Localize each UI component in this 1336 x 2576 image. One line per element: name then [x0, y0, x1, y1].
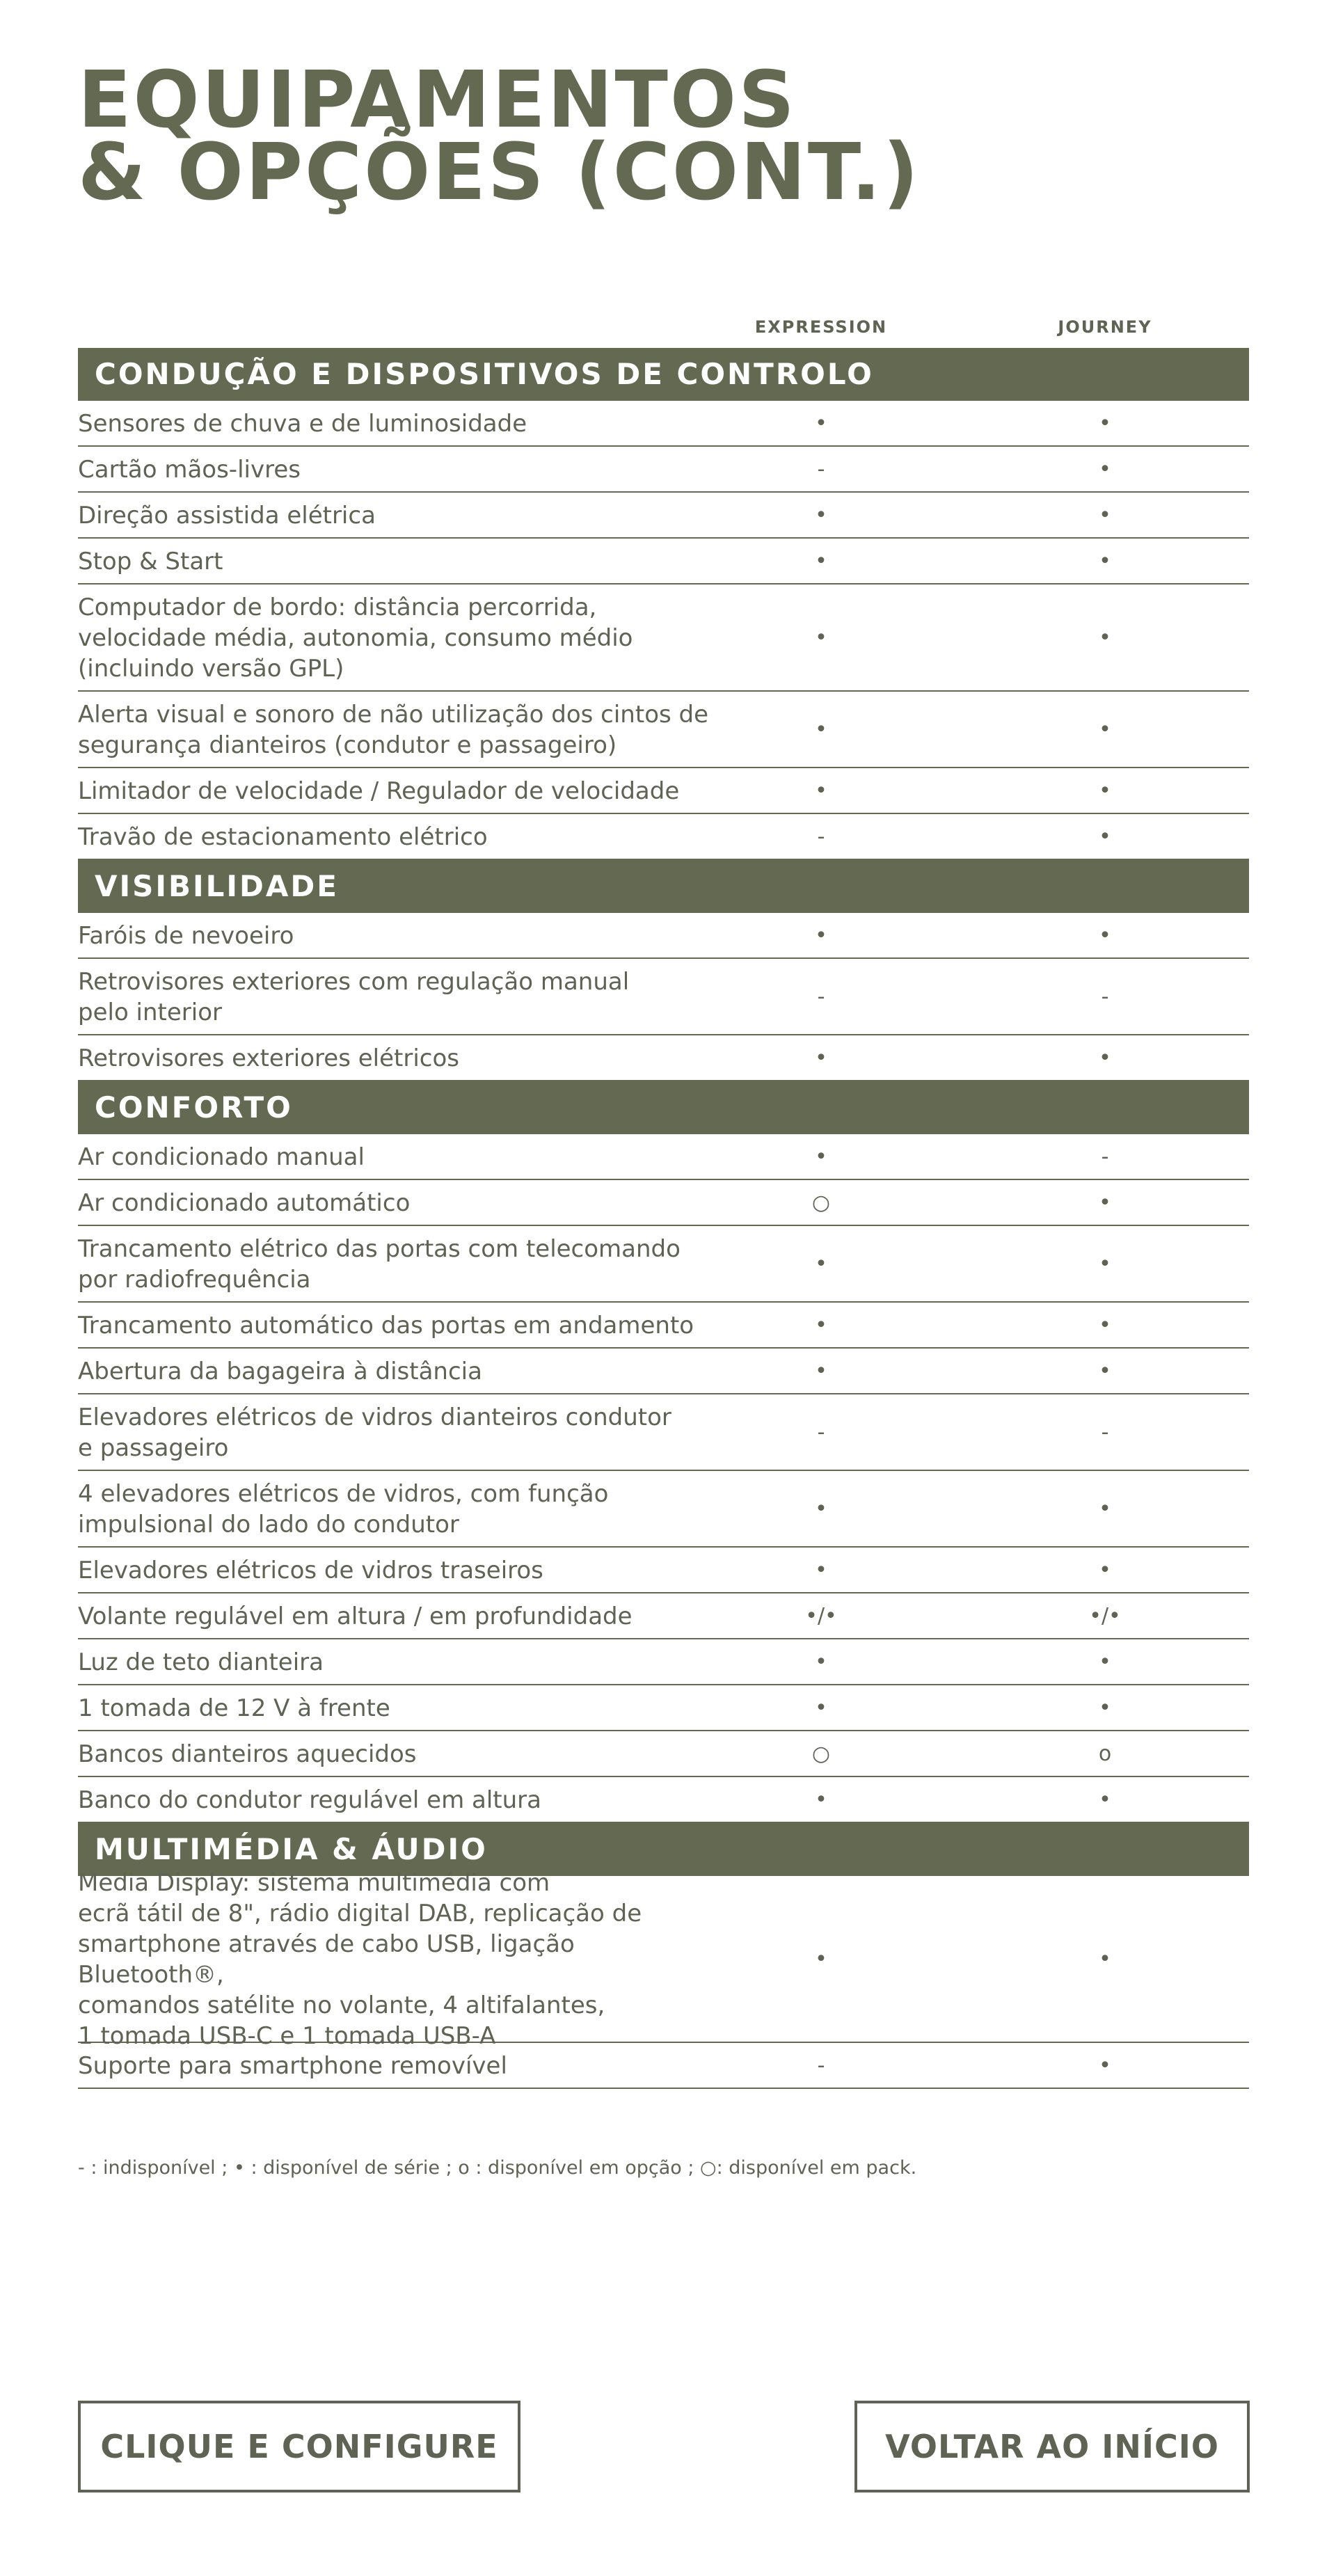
journey-value: - [1101, 984, 1109, 1009]
table-row [78, 1593, 1249, 1639]
journey-value: • [1099, 502, 1111, 527]
row-label: Trancamento elétrico das portas com telecomando por radiofrequência [78, 1235, 681, 1294]
expression-value: • [815, 1695, 827, 1720]
row-label: Computador de bordo: distância percorrida, velocidade média, autonomia, consumo médio (incluindo versão GPL) [78, 594, 633, 683]
column-header-journey: JOURNEY [1058, 317, 1152, 337]
row-label: Limitador de velocidade / Regulador de velocidade [78, 777, 680, 805]
journey-value: • [1099, 1695, 1111, 1720]
row-label: Stop & Start [78, 548, 223, 575]
expression-value: • [815, 1312, 827, 1337]
journey-value: • [1099, 1787, 1111, 1812]
table-row [78, 692, 1249, 768]
journey-value: • [1099, 1312, 1111, 1337]
journey-value: • [1099, 1649, 1111, 1674]
table-row [78, 1639, 1249, 1685]
page-title [78, 55, 921, 218]
back-to-start-button[interactable]: VOLTAR AO INÍCIO [854, 2401, 1250, 2492]
table-row [78, 1303, 1249, 1349]
expression-value: ○ [811, 1190, 831, 1215]
journey-value: o [1098, 1741, 1112, 1766]
journey-value: • [1099, 1045, 1111, 1070]
row-label: Elevadores elétricos de vidros traseiros [78, 1557, 543, 1584]
table-row [78, 1869, 1249, 2050]
journey-value: • [1099, 456, 1111, 482]
journey-value: • [1099, 778, 1111, 803]
expression-value: • [815, 1045, 827, 1070]
table-row [78, 1349, 1249, 1394]
row-label: Cartão mãos-livres [78, 456, 301, 484]
table-row [78, 401, 1249, 447]
expression-value: • [815, 548, 827, 573]
journey-value: • [1099, 1251, 1111, 1276]
table-row [78, 1548, 1249, 1593]
row-label: Bancos dianteiros aquecidos [78, 1740, 417, 1768]
expression-value: •/• [805, 1603, 837, 1628]
row-label: Banco do condutor regulável em altura [78, 1786, 541, 1814]
table-row [78, 2043, 1249, 2089]
journey-value: •/• [1089, 1603, 1121, 1628]
expression-value: • [815, 923, 827, 948]
equipment-table [78, 315, 1249, 2089]
table-row [78, 1471, 1249, 1548]
row-label: Luz de teto dianteira [78, 1648, 324, 1676]
journey-value: • [1099, 625, 1111, 650]
row-label: Ar condicionado automático [78, 1189, 411, 1217]
expression-value: - [817, 456, 825, 482]
row-label: Abertura da bagageira à distância [78, 1358, 482, 1385]
table-row [78, 913, 1249, 959]
expression-value: - [817, 824, 825, 849]
section-title-conforto: CONFORTO [78, 1081, 1249, 1134]
table-row [78, 447, 1249, 493]
expression-value: • [815, 1787, 827, 1812]
section-title-conducao: CONDUÇÃO E DISPOSITIVOS DE CONTROLO [78, 348, 1249, 401]
column-header-expression: EXPRESSION [754, 317, 888, 337]
table-row [78, 1134, 1249, 1180]
expression-value: ○ [811, 1741, 831, 1766]
legend: - : indisponível ; • : disponível de série ; o : disponível em opção ; ○: disponível em pack. [78, 2157, 917, 2179]
row-label: Volante regulável em altura / em profundidade [78, 1603, 633, 1630]
table-row [78, 814, 1249, 860]
journey-value: • [1099, 2053, 1111, 2078]
row-label: 4 elevadores elétricos de vidros, com função impulsional do lado do condutor [78, 1480, 609, 1539]
page-title-line2: & OPÇÕES (CONT.) [78, 127, 921, 218]
expression-value: • [815, 1946, 827, 1971]
expression-value: • [815, 778, 827, 803]
section-title-visibilidade: VISIBILIDADE [78, 860, 1249, 913]
page-title-line1: EQUIPAMENTOS [78, 55, 797, 145]
table-row [78, 1777, 1249, 1823]
row-label: Trancamento automático das portas em andamento [78, 1312, 694, 1339]
journey-value: • [1099, 411, 1111, 436]
table-row [78, 585, 1249, 692]
row-label: Retrovisores exteriores elétricos [78, 1044, 459, 1072]
expression-value: • [815, 1496, 827, 1521]
section-title-multimedia: MULTIMÉDIA & ÁUDIO [78, 1823, 1249, 1876]
table-row [78, 768, 1249, 814]
row-label: Suporte para smartphone removível [78, 2052, 507, 2080]
configure-button[interactable]: CLIQUE E CONFIGURE [78, 2401, 520, 2492]
expression-value: • [815, 1649, 827, 1674]
journey-value: • [1099, 923, 1111, 948]
table-row [78, 959, 1249, 1035]
expression-value: • [815, 1144, 827, 1169]
expression-value: • [815, 625, 827, 650]
row-label: Elevadores elétricos de vidros dianteiros condutor e passageiro [78, 1404, 671, 1462]
expression-value: - [817, 984, 825, 1009]
table-row [78, 1035, 1249, 1081]
expression-value: • [815, 411, 827, 436]
journey-value: • [1099, 548, 1111, 573]
journey-value: - [1101, 1420, 1109, 1445]
row-label: 1 tomada de 12 V à frente [78, 1694, 390, 1722]
table-row [78, 1731, 1249, 1777]
table-row [78, 1180, 1249, 1226]
journey-value: • [1099, 1557, 1111, 1582]
table-row [78, 493, 1249, 539]
journey-value: • [1099, 1946, 1111, 1971]
expression-value: - [817, 2053, 825, 2078]
journey-value: • [1099, 717, 1111, 742]
expression-value: • [815, 717, 827, 742]
expression-value: • [815, 1251, 827, 1276]
expression-value: • [815, 502, 827, 527]
journey-value: • [1099, 824, 1111, 849]
row-label: Media Display: sistema multimédia com ecrã tátil de 8", rádio digital DAB, replicação de smartphone através de cabo USB, ligação Bluetooth®, comandos satélite no volante, 4 altifalantes, 1 tomada USB-C e 1 tomada USB-A [78, 1869, 642, 2050]
column-headers [78, 315, 1249, 348]
expression-value: • [815, 1358, 827, 1383]
row-label: Faróis de nevoeiro [78, 922, 294, 950]
row-label: Retrovisores exteriores com regulação manual pelo interior [78, 968, 630, 1026]
row-label: Sensores de chuva e de luminosidade [78, 410, 527, 438]
journey-value: • [1099, 1358, 1111, 1383]
table-row [78, 1226, 1249, 1303]
table-row [78, 1394, 1249, 1471]
table-row [78, 1685, 1249, 1731]
expression-value: • [815, 1557, 827, 1582]
expression-value: - [817, 1420, 825, 1445]
journey-value: • [1099, 1190, 1111, 1215]
table-row [78, 539, 1249, 585]
journey-value: - [1101, 1144, 1109, 1169]
journey-value: • [1099, 1496, 1111, 1521]
row-label: Ar condicionado manual [78, 1143, 365, 1171]
row-label: Travão de estacionamento elétrico [78, 823, 488, 851]
row-label: Direção assistida elétrica [78, 502, 376, 530]
row-label: Alerta visual e sonoro de não utilização dos cintos de segurança dianteiros (condutor e passageiro) [78, 701, 709, 759]
